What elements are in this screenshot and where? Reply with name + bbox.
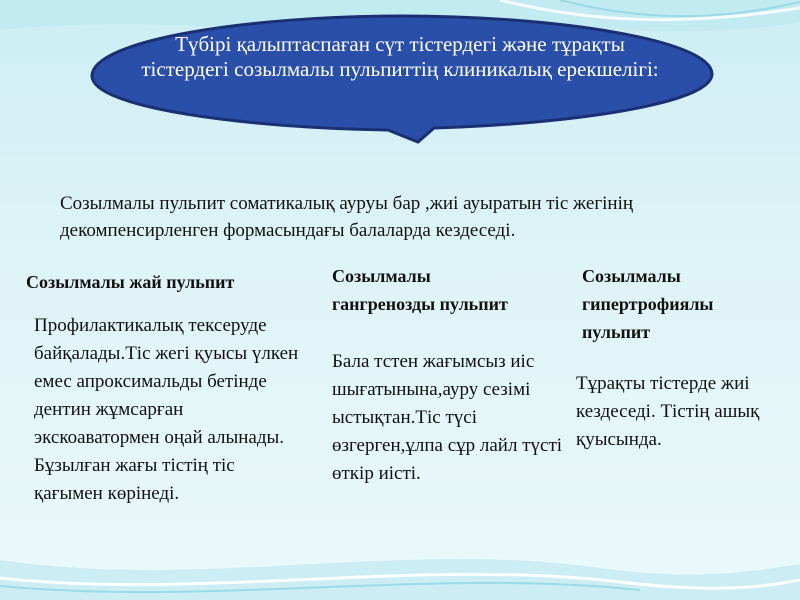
column-title-gangrenous-pulpitis: Созылмалы гангренозды пульпит	[332, 266, 508, 314]
column-paragraph: Бұзылған жағы тістің тіс қағымен көрінеді.	[34, 455, 235, 504]
column-title-simple-pulpitis: Созылмалы жай пульпит	[26, 272, 235, 292]
column-paragraph: Тұрақты тістерде жиі кездеседі. Тістің ашық қуысында.	[576, 373, 760, 450]
intro-text: Созылмалы пульпит соматикалық ауруы бар ,жиі ауыратын тіс жегінің декомпенсирленген формасындағы балаларда кездеседі.	[60, 193, 634, 241]
column-text-simple-pulpitis	[34, 312, 306, 508]
column-title-hypertrophic-pulpitis: Созылмалы гипертрофиялы пульпит	[582, 266, 714, 342]
column-text-hypertrophic-pulpitis	[576, 370, 776, 454]
bottom-wave-decoration	[0, 520, 800, 600]
column-paragraph: Профилактикалық тексеруде байқалады.Тіс жегі қуысы үлкен емес апроксимальды бетінде дентин жұмсарған экскоаватормен оңай алынады.	[34, 315, 299, 448]
slide-title: Түбірі қалыптаспаған сүт тістердегі және тұрақты тістердегі созылмалы пульпиттің клиникалық ерекшелігі:	[141, 32, 659, 81]
column-paragraph: Бала тстен жағымсыз иіс шығатынына,ауру сезімі ыстықтан.Тіс түсі өзгерген,ұлпа сұр лайл түсті өткір иісті.	[332, 351, 563, 484]
column-text-gangrenous-pulpitis	[332, 348, 568, 488]
